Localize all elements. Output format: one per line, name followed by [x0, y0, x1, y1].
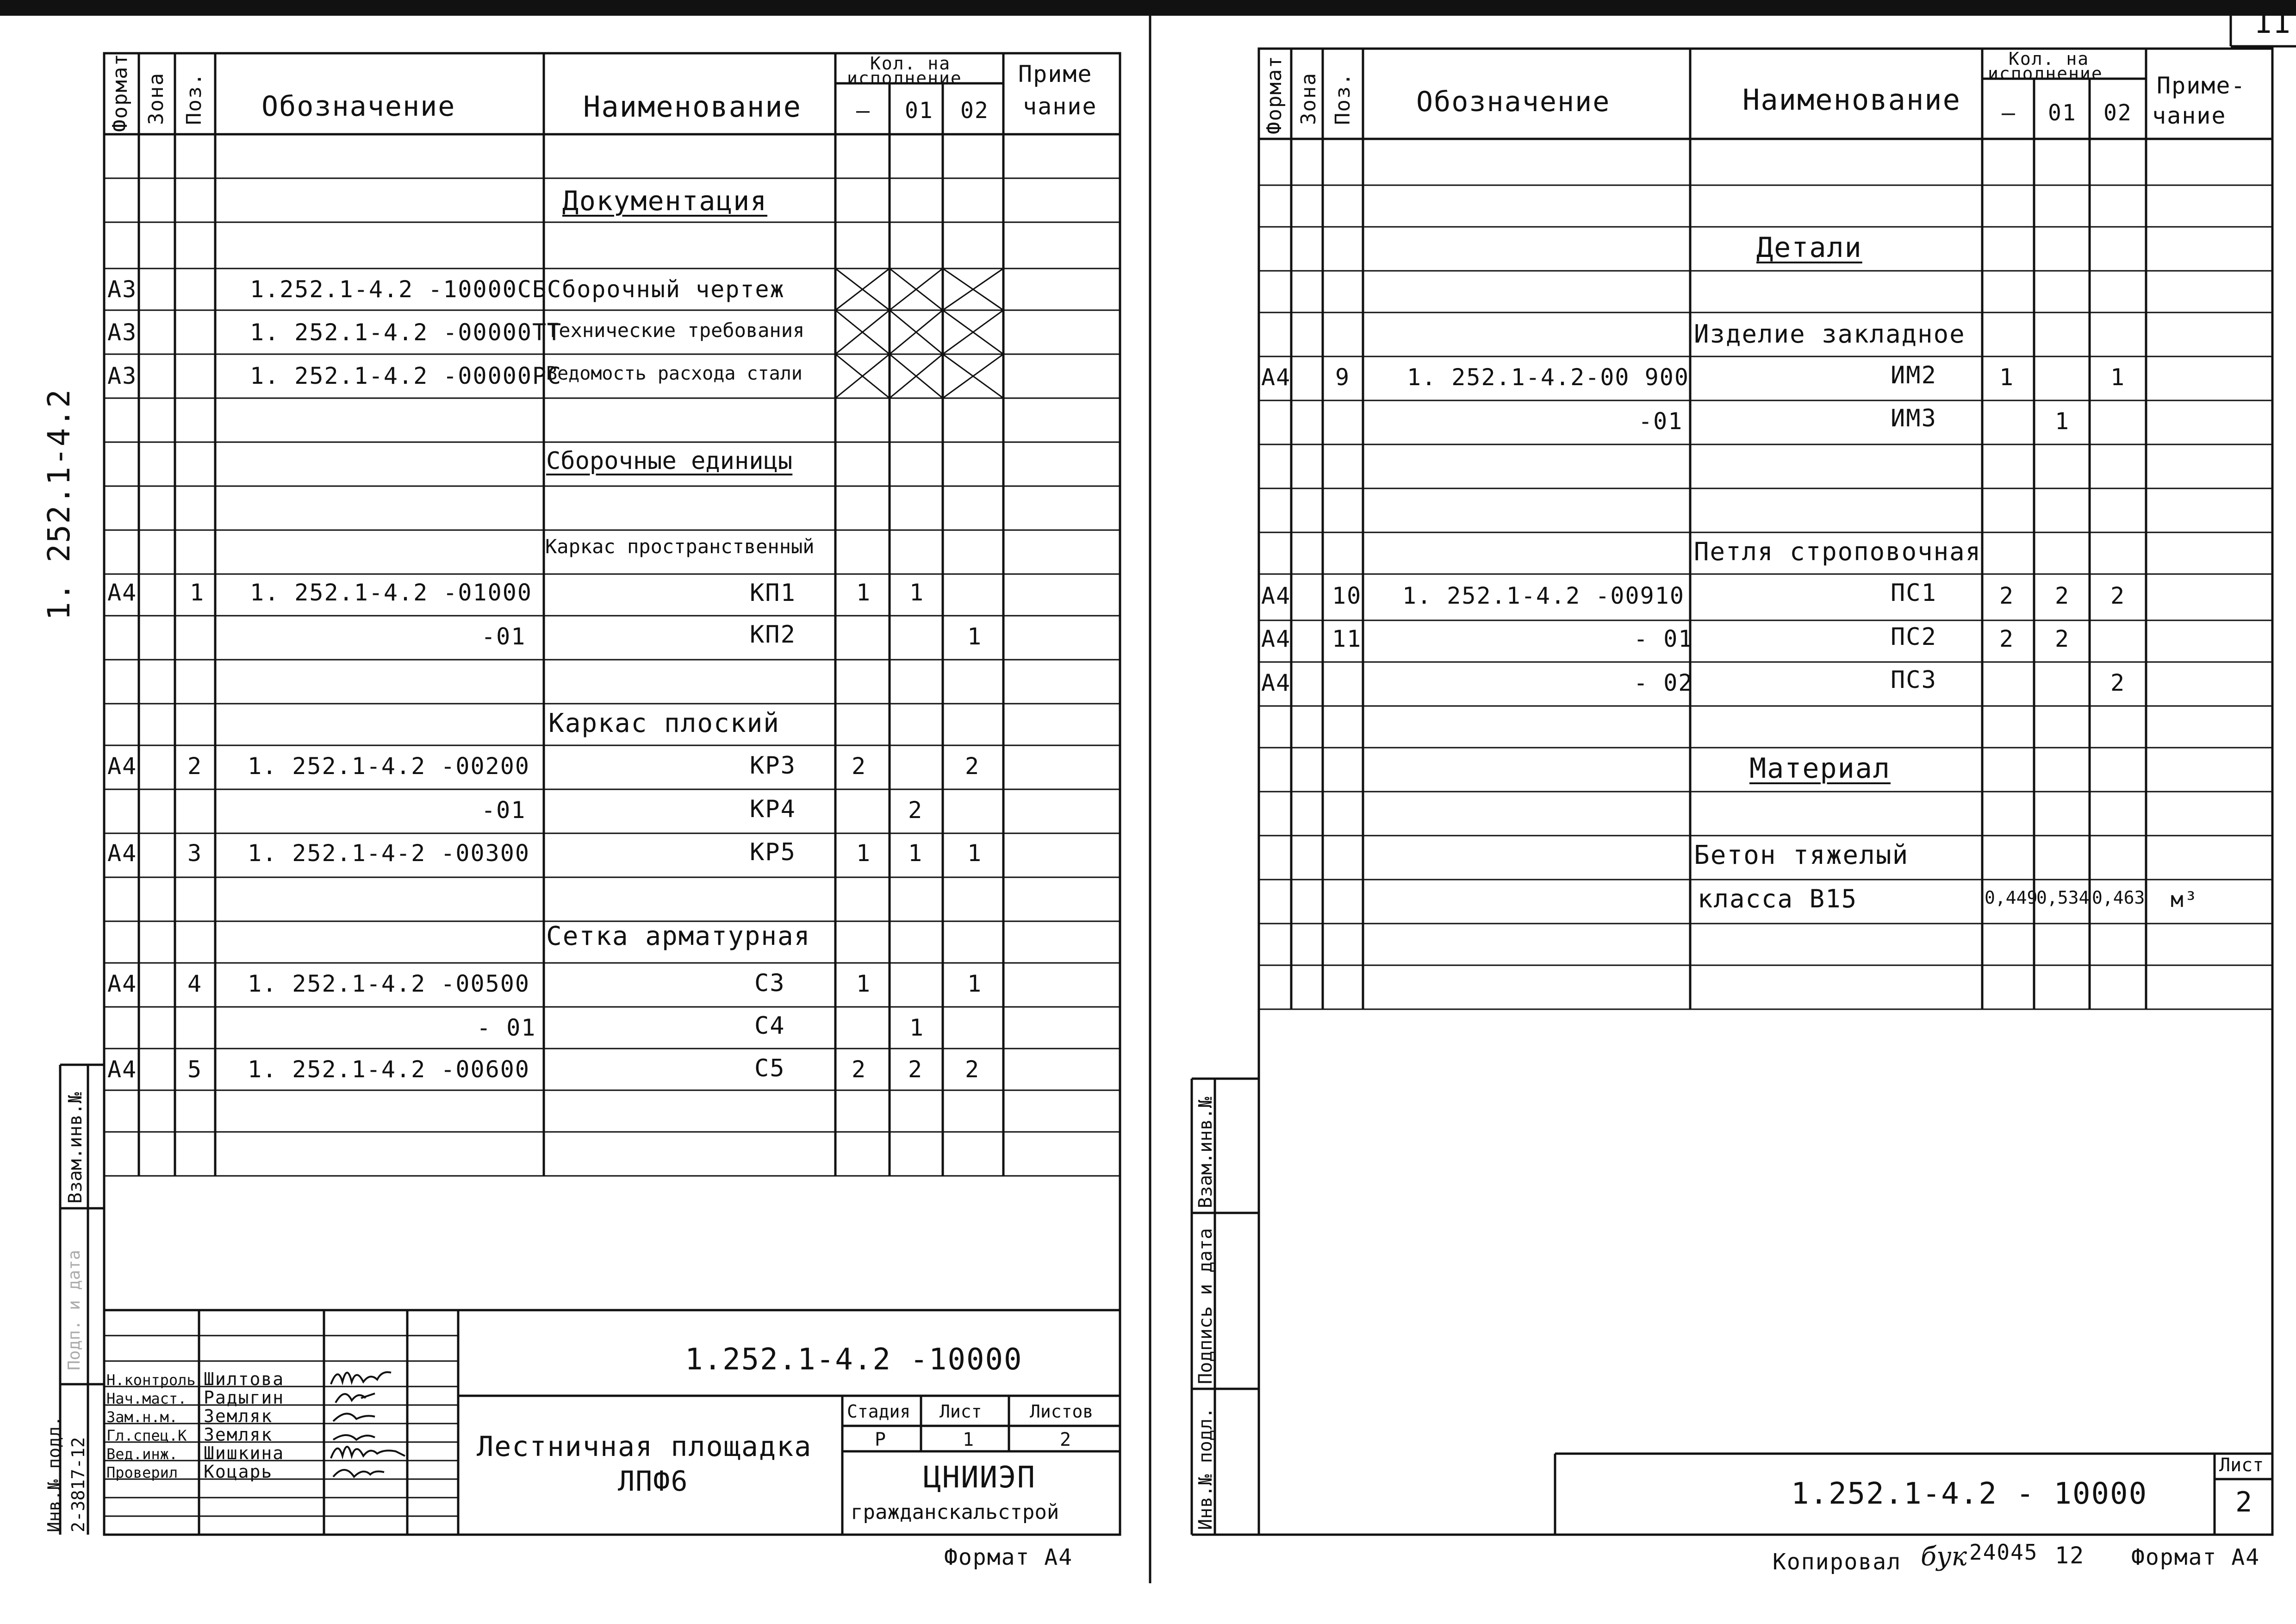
left-group-frame-spatial: Каркас пространственный: [545, 535, 815, 558]
row-pos: 3: [187, 840, 203, 867]
row-name: КП2: [750, 621, 796, 649]
right-format-note: Формат А4: [2131, 1544, 2260, 1570]
row-q0: 2: [1999, 582, 2015, 609]
right-header-col-02: 02: [2103, 100, 2132, 126]
left-header-col-01: 01: [905, 98, 933, 124]
row-q2: 2: [965, 753, 980, 780]
row-q2: 2: [2110, 582, 2126, 609]
right-header-qty-top: Кол. на: [2009, 49, 2090, 69]
right-stamp-vzam: Взам.инв.№: [1195, 1097, 1216, 1208]
right-header-pos: Поз.: [1331, 72, 1355, 125]
left-stage-label: Стадия: [847, 1401, 911, 1422]
row-format: А4: [107, 579, 137, 606]
right-header-col-dash: –: [2002, 100, 2016, 126]
left-title-line2: ЛПФ6: [618, 1465, 689, 1498]
row-q1: 1: [2055, 408, 2070, 435]
left-stamp-vzam: Взам.инв.№: [65, 1092, 86, 1204]
row-designation: 1. 252.1-4.2 -00600: [248, 1056, 530, 1083]
row-q2: 2: [2110, 669, 2126, 696]
left-group-mesh: Сетка арматурная: [546, 921, 811, 951]
row-q1: 2: [908, 797, 923, 824]
copier-signature: бук: [1921, 1542, 1967, 1572]
right-section-material: Материал: [1749, 752, 1891, 785]
row-designation: - 02: [1634, 669, 1693, 696]
row-format: А4: [1261, 364, 1291, 391]
row-format: А4: [107, 970, 137, 997]
left-header-col-dash: –: [856, 98, 871, 124]
row-designation: 1. 252.1-4.2 -00910: [1402, 582, 1685, 609]
row-q2: 1: [967, 840, 983, 867]
left-sheet-value: 1: [963, 1429, 975, 1450]
left-doc-row-3-designation: 1. 252.1-4.2 -00000РС: [250, 362, 562, 389]
left-doc-row-2-format: А3: [107, 319, 137, 346]
row-q1: 1: [909, 1014, 925, 1041]
row-name: ИМ3: [1891, 405, 1937, 432]
right-title-code: 1.252.1-4.2 - 10000: [1791, 1477, 2148, 1511]
row-name: КР5: [750, 838, 796, 866]
row-name: КР4: [750, 795, 796, 823]
left-title-code: 1.252.1-4.2 -10000: [685, 1343, 1023, 1377]
title-role: Зам.н.м.: [106, 1408, 178, 1426]
title-person: Шишкина: [204, 1443, 285, 1463]
left-title-line1: Лестничная площадка: [477, 1430, 812, 1463]
row-pos: 10: [1332, 582, 1362, 609]
left-doc-row-3-format: А3: [107, 362, 137, 389]
title-role: Н.контроль: [106, 1371, 196, 1389]
right-header-qty-bottom: исполнение: [1988, 63, 2103, 84]
right-header-zone: Зона: [1297, 72, 1320, 125]
left-header-name: Наименование: [583, 90, 802, 124]
row-designation: - 01: [1634, 625, 1693, 652]
right-header-format: Формат: [1263, 55, 1286, 134]
left-header-note-bottom: чание: [1023, 93, 1097, 120]
row-q2: 2: [965, 1056, 980, 1083]
left-side-code: 1. 252.1-4.2: [41, 388, 77, 620]
row-q0: 1: [856, 970, 871, 997]
row-q0: 1: [856, 579, 871, 606]
row-q0: 1: [1999, 364, 2015, 391]
right-copied-sheet: 12: [2055, 1542, 2085, 1569]
left-header-format: Формат: [108, 53, 132, 132]
row-format: А4: [1261, 582, 1291, 609]
right-sheet-value: 2: [2235, 1486, 2253, 1518]
right-section-details: Детали: [1756, 231, 1862, 264]
row-designation: 1. 252.1-4.2 -00200: [248, 753, 530, 780]
right-concrete-q0: 0,449: [1985, 887, 2038, 908]
right-sheet-label: Лист: [2219, 1455, 2264, 1476]
row-q2: 1: [2110, 364, 2126, 391]
left-stamp-inv-value: 2-3817-12: [68, 1437, 88, 1532]
row-format: А4: [107, 840, 137, 867]
left-org-line2: гражданскальстрой: [851, 1500, 1059, 1524]
right-group-lifting-loop: Петля строповочная: [1694, 537, 1982, 566]
row-pos: 2: [187, 753, 203, 780]
row-q1: 1: [909, 579, 925, 606]
row-designation: -01: [481, 797, 526, 824]
row-name: КР3: [750, 752, 796, 780]
row-name: ПС2: [1891, 623, 1937, 651]
row-q1: 2: [2055, 625, 2070, 652]
row-designation: 1. 252.1-4.2 -01000: [250, 579, 532, 606]
left-doc-row-2-designation: 1. 252.1-4.2 -00000ТТ: [250, 319, 562, 346]
left-sheets-value: 2: [1060, 1429, 1072, 1450]
left-doc-row-2-name: Технические требования: [547, 319, 805, 342]
right-concrete-q1: 0,534: [2036, 887, 2090, 908]
row-format: А4: [1261, 625, 1291, 652]
row-pos: 9: [1335, 364, 1350, 391]
row-name: ИМ2: [1891, 362, 1937, 389]
row-format: А4: [1261, 669, 1291, 696]
left-header-designation: Обозначение: [261, 90, 456, 123]
right-stamp-inv: Инв.№ подл.: [1195, 1407, 1216, 1530]
row-q0: 2: [1999, 625, 2015, 652]
right-concrete-line2: класса В15: [1698, 884, 1858, 913]
row-pos: 5: [187, 1056, 203, 1083]
right-concrete-line1: Бетон тяжелый: [1694, 840, 1909, 870]
row-format: А4: [107, 753, 137, 780]
row-name: ПС1: [1891, 579, 1937, 607]
left-header-col-02: 02: [960, 98, 989, 124]
left-sheets-label: Листов: [1030, 1401, 1094, 1422]
row-name: КП1: [750, 579, 796, 607]
title-role: Нач.маст.: [106, 1390, 187, 1407]
row-q0: 1: [856, 840, 871, 867]
right-copied-number: 24045: [1969, 1540, 2038, 1565]
title-role: Вед.инж.: [106, 1445, 178, 1463]
page-number: 11: [2254, 6, 2292, 40]
row-q1: 2: [908, 1056, 923, 1083]
row-designation: -01: [481, 623, 526, 650]
right-concrete-unit: м³: [2171, 887, 2198, 912]
title-person: Радыгин: [204, 1387, 285, 1408]
left-stamp-inv: Инв.№ подл.: [44, 1416, 64, 1532]
row-designation: -01: [1638, 408, 1683, 435]
left-org-line1: ЦНИИЭП: [923, 1461, 1036, 1495]
right-header-note-bottom: чание: [2152, 102, 2227, 129]
right-header-designation: Обозначение: [1416, 86, 1611, 118]
left-section-documentation: Документация: [562, 185, 768, 217]
title-person: Коцарь: [204, 1462, 273, 1482]
left-group-frame-flat: Каркас плоский: [548, 708, 780, 738]
row-name: С5: [754, 1055, 785, 1082]
title-person: Земляк: [204, 1406, 273, 1426]
left-stage-value: Р: [875, 1429, 887, 1450]
row-name: С3: [754, 969, 785, 997]
row-format: А4: [107, 1056, 137, 1083]
right-header-note-top: Приме-: [2157, 72, 2246, 99]
right-header-col-01: 01: [2048, 100, 2077, 126]
title-role: Проверил: [106, 1464, 178, 1481]
row-q2: 1: [967, 623, 983, 650]
title-person: Земляк: [204, 1424, 273, 1445]
left-header-qty-bottom: исполнение: [847, 68, 962, 88]
row-q0: 2: [852, 753, 867, 780]
right-copied-label: Копировал: [1773, 1549, 1902, 1575]
row-q2: 1: [967, 970, 983, 997]
row-q1: 1: [908, 840, 923, 867]
left-doc-row-1-name: Сборочный чертеж: [547, 276, 785, 303]
left-header-pos: Поз.: [182, 72, 206, 125]
left-section-assembly-units: Сборочные единицы: [546, 447, 793, 475]
left-format-note: Формат А4: [944, 1544, 1073, 1570]
row-q1: 2: [2055, 582, 2070, 609]
left-header-qty-top: Кол. на: [870, 53, 951, 74]
left-sheet-label: Лист: [940, 1401, 982, 1422]
left-stamp-podp: Подп. и дата: [65, 1249, 84, 1370]
row-q0: 2: [852, 1056, 867, 1083]
left-doc-row-1-format: А3: [107, 276, 137, 303]
title-role: Гл.спец.К: [106, 1427, 187, 1444]
left-doc-row-3-name: Ведомость расхода стали: [546, 363, 803, 384]
row-designation: 1. 252.1-4.2-00 900: [1407, 364, 1689, 391]
right-concrete-q2: 0,463: [2092, 887, 2145, 908]
row-name: ПС3: [1891, 666, 1937, 694]
row-name: С4: [754, 1012, 785, 1040]
left-header-zone: Зона: [144, 72, 168, 125]
title-person: Шилтова: [204, 1369, 285, 1389]
right-stamp-podp: Подпись и дата: [1195, 1228, 1216, 1384]
left-header-note-top: Приме: [1018, 61, 1093, 87]
row-designation: - 01: [477, 1014, 536, 1041]
row-designation: 1. 252.1-4.2 -00500: [248, 970, 530, 997]
left-doc-row-1-designation: 1.252.1-4.2 -10000СБ: [250, 276, 548, 303]
right-header-name: Наименование: [1742, 83, 1961, 117]
row-pos: 4: [187, 970, 203, 997]
row-designation: 1. 252.1-4-2 -00300: [248, 840, 530, 867]
row-pos: 11: [1332, 625, 1362, 652]
right-group-embedded: Изделие закладное: [1694, 319, 1966, 349]
row-pos: 1: [190, 579, 205, 606]
